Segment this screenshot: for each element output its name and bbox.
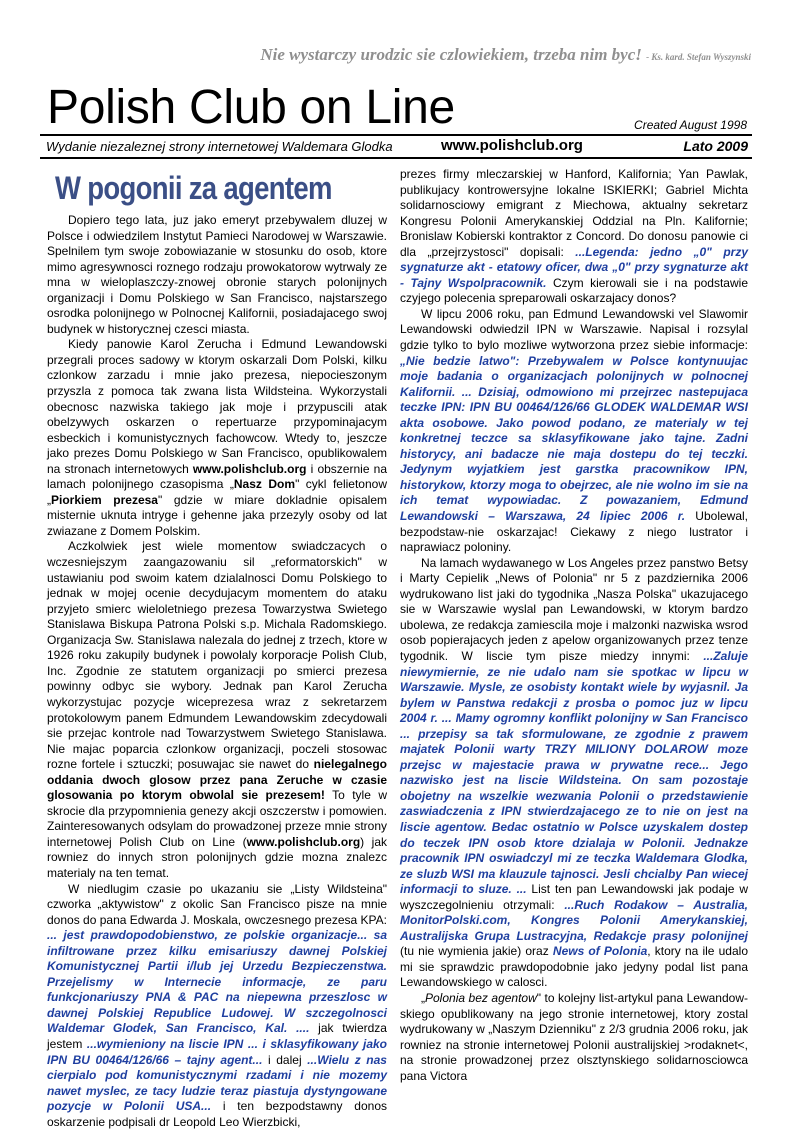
motto (40, 45, 751, 65)
quote: ...Wielu z nas cierpialo pod komunistycznymi rzadami i nie mozemy nawet myslec, ze tacy ludzie teraz piastuja dystyngowane pozycje w Polonii USA... (47, 1052, 387, 1114)
top-divider (40, 134, 752, 136)
edition-line (46, 137, 748, 157)
created-date: Created August 1998 (634, 118, 747, 132)
newsletter-title: Polish Club on Line (47, 81, 455, 134)
quote: ...Ruch Rodakow – Australia, MonitorPolski.com, Kongres Polonii Amerykanskiej, Australijska Grupa Lustracyjna, Redakcje prasy polonijnej (400, 897, 748, 943)
quote: ...Legenda: jedno „0" przy sygnaturze akt - etatowy oficer, dwa „0" przy sygnaturze akt - Tajny Wspolpracownik. (400, 244, 748, 290)
quote: ...wymieniony na liscie IPN ... i sklasyfikowany jako IPN BU 00464/126/66 – tajny agent... (47, 1036, 387, 1067)
paragraph: „Polonia bez agentow" to kolejny list-artykul pana Lewandow-skiego opublikowany na jego stronie internetowej, ktory zostal wydrukowany w „Naszym Dzienniku" z 2/3 grudnia 2006 roku, jak rowniez na stronie internetowej Polonii australijskiej >rodaknet<, na stronie prowadzonej przez olsztynskiego solidarnosciowca pana Victora (400, 990, 748, 1083)
paragraph: Kiedy panowie Karol Zerucha i Edmund Lewandowski przegrali proces sadowy w ktorym oskarzali Dom Polski, kilku czlonkow zarzadu i mnie jako prezesa, niepocieszonym przyszla z pomoca tak zwana lista Wildsteina. Wykorzystali obecnosc nazwiska takiego jak moje i przypuscili atak obelzywych oskarzen o repertuarze przypominajacym esbeckich i komunistycznych fachowcow. Wtedy to, jeszcze jako prezes Domu Polskiego w San Francisco, opublikowalem na stronach internetowych www.polishclub.org i obszernie na lamach polonijnego czasopisma „Nasz Dom" cykl felietonow „Piorkiem prezesa" gdzie w miare dokladnie opisalem misternie uknuta intryge i gehenne jaka przezyly osoby od lat zwiazane z Domem Polskim. (47, 337, 387, 538)
paragraph: Aczkolwiek jest wiele momentow swiadczacych o wczesniejszym zaangazowaniu sil „reformatorskich" w ustawianiu pod swoim katem dzialalnosci Domu Polskiego to jednak w mojej ocenie decydujacym momentem do ataku przyjeto smierc wieloletniego prezesa Towarzystwa Swietego Stanislawa Biskupa Patrona Polski s.p. Michala Radomskiego. Organizacja Sw. Stanislawa nalezala do jednej z trzech, ktore w 1926 roku zakupily budynek i powolaly korporacje Polish Club, Inc. Zgodnie ze statutem organizacji po smierci prezesa powinny odbyc sie wybory. Jednak pan Karol Zerucha wykorzystujac pozycje wiceprezesa wraz z sekretarzem protokolowym panem Edmundem Lewandowskim zdecydowali sie przejac kontrole nad Towarzystwem Swietego Stanislawa. Nie majac poparcia czlonkow organizacji, poczeli stosowac rozne fortele i sztuczki; posuwajac sie nawet do nielegalnego oddania dwoch glosow przez pana Zeruche w czasie glosowania po ktorym obwolal sie prezesem! To tyle w skrocie dla przypomnienia genezy akcji oszczerstw i pomowien. Zainteresowanych odsylam do prowadzonej przeze mnie strony internetowej Polish Club on Line (www.polishclub.org) jak rowniez do innych stron polonijnych gdzie mozna znalezc materialy na ten temat. (47, 539, 387, 880)
website-link[interactable]: www.polishclub.org (441, 137, 583, 154)
left-column (47, 167, 387, 1130)
quote: „Nie bedzie latwo": Przebywalem w Polsce kontynuujac moje badania o organizacjach polonijnych w polnocnej Kalifornii. ... Dzisiaj, odmowiono mi przejrzec nastepujaca teczke IPN: IPN BU 00464/126/66 GLODEK WALDEMAR WSI akta osobowe. Jako powod podano, ze materialy w tej konkretnej teczce sa sklasyfikowane jako tajne. Zadni historycy, ani badacze nie maja dostepu do tej teczki. Jedynym wyjatkiem jest garstka pracownikow IPN, historykow, ktorzy moga to obejrzec, ale nie wolno im sie na ich temat wypowiadac. Z powazaniem, Edmund Lewandowski – Warszawa, 24 lipiec 2006 r. (400, 353, 748, 524)
right-column (400, 167, 748, 1084)
website-link[interactable]: www.polishclub.org (192, 461, 307, 476)
edition-text: Wydanie niezaleznej strony internetowej Waldemara Glodka (46, 139, 393, 154)
season-label: Lato 2009 (683, 138, 748, 154)
paragraph: Dopiero tego lata, juz jako emeryt przebywalem dluzej w Polsce i odwiedzilem Instytut Pamieci Narodowej w Warszawie. Spelnilem tym swoje zobowiazanie w stosunku do osob, ktore mimo agresywnosci roznego rodzaju prowokatorow wytrwaly ze mna w wieloplaszczy-znowej obronie starych polonijnych organizacji i Domu Polskiego w San Francisco, najstarszego osrodka polonijnego w Polnocnej Kalifornii, posiadajacego swoj budynek w historycznej czesci miasta. (47, 213, 387, 336)
masthead (47, 80, 747, 140)
paragraph: Na lamach wydawanego w Los Angeles przez panstwo Betsy i Marty Cepielik „News of Polonia" nr 5 z pazdziernika 2006 wydrukowano list jaki do tygodnika „Nasza Polska" ukazujacego sie w Warszawie wyslal pan Lewandowski, w ktorym bardzo ubolewa, ze redakcja zamiescila moje i malzonki nazwiska wsrod osob popierajacych jeden z apelow organizowanych przez tenze tygodnik. W liscie tym pisze miedzy innymi: ...Zaluje niewymiernie, ze nie udalo nam sie spotkac w lipcu w Warszawie. Mysle, ze osobisty kontakt wiele by wyjasnil. Ja bylem w Panstwa redakcji z prosba o pomoc juz w lipcu 2004 r. ... Mamy ogromny konflikt polonijny w San Francisco ... przepisy sa tak sformulowane, ze zgodnie z prawem majatek Polonii warty TRZY MILIONY DOLAROW moze przejsc w majestacie prawa w prywatne rece... Jego nazwisko jest na liscie Wildsteina. On sam pozostaje obojetny na wszelkie wezwania Polonii o przedstawienie zaswiadczenia z IPN stwierdzajacego ze to nie on jest na liscie agentow. Bedac ostatnio w Polsce uzyskalem dostep do teczek IPN osob ktore dzialaja w Polonii. Jednakze pracownik IPN oswiadczyl mi ze teczka Waldemara Glodka, ze sluzb WSI ma klauzule tajnosci. Jesli chcialby Pan wiecej informacji to sluze. ... List ten pan Lewandowski jak podaje w wyszczegolnieniu otrzymali: ...Ruch Rodakow – Australia, MonitorPolski.com, Kongres Polonii Amerykanskiej, Australijska Grupa Lustracyjna, Redakcje prasy polonijnej (tu nie wymienia jakie) oraz News of Polonia, ktory na ile udalo mi sie sprawdzic prawdopodobnie jako jedyny podal list pana Lewandowskiego w calosci. (400, 555, 748, 990)
motto-text: Nie wystarczy urodzic sie czlowiekiem, trzeba nim byc! (260, 45, 642, 64)
website-link[interactable]: www.polishclub.org (246, 834, 361, 849)
article-title: W pogonii za agentem (55, 170, 332, 206)
bottom-divider (40, 157, 752, 159)
paragraph: W lipcu 2006 roku, pan Edmund Lewandowski vel Slawomir Lewandowski odwiedzil IPN w Warszawie. Napisal i rozsylal gdzie tylko to bylo mozliwe wytworzona przez siebie informacje: „Nie bedzie latwo": Przebywalem w Polsce kontynuujac moje badania o organizacjach polonijnych w polnocnej Kalifornii. ... Dzisiaj, odmowiono mi przejrzec nastepujaca teczke IPN: IPN BU 00464/126/66 GLODEK WALDEMAR WSI akta osobowe. Jako powod podano, ze materialy w tej konkretnej teczce sa sklasyfikowane jako tajne. Zadni historycy, ani badacze nie maja dostepu do tej teczki. Jedynym wyjatkiem jest garstka pracownikow IPN, historykow, ktorzy moga to obejrzec, ale nie wolno im sie na ich temat wypowiadac. Z powazaniem, Edmund Lewandowski – Warszawa, 24 lipiec 2006 r. Ubolewal, bezpodstaw-nie oskarzajac! Ciekawy z niego lustrator i naprawiacz poloniny. (400, 306, 749, 555)
paragraph: W niedlugim czasie po ukazaniu sie „Listy Wildsteina" czworka „aktywistow" z okolic San Francisco pisze na mnie donos do pana Edwarda J. Moskala, owczesnego prezesa KPA: ... jest prawdopodobienstwo, ze polskie organizacje... sa infiltrowane przez kilku emisariuszy dawnej Polskiej Komunistycznej Partii i/lub jej Urzedu Bezpieczenstwa. Przejelismy w Internecie informacje, ze paru funkcjonariuszy PNA & PAC na niepewna przeszlosc w dawnej Polskiej Republice Ludowej. W szczegolnosci Waldemar Glodek, San Francisco, Kal. .... jak twierdza jestem ...wymieniony na liscie IPN ... i sklasyfikowany jako IPN BU 00464/126/66 – tajny agent... i dalej ...Wielu z nas cierpialo pod komunistycznymi rzadami i nie mozemy nawet myslec, ze tacy ludzie teraz piastuja dystyngowane pozycje w Polonii USA... i ten bezpodstawny donos oskarzenie podpisali dr Leopold Leo Wierzbicki, (47, 881, 387, 1129)
quote: ... jest prawdopodobienstwo, ze polskie organizacje... sa infiltrowane przez kilku emisariuszy dawnej Polskiej Komunistycznej Partii i/lub jej Urzedu Bezpieczenstwa. Przejelismy w Internecie informacje, ze paru funkcjonariuszy PNA & PAC na niepewna przeszlosc w dawnej Polskiej Republice Ludowej. W szczegolnosci Waldemar Glodek, San Francisco, Kal. .... (47, 928, 387, 1036)
quote: ...Zaluje niewymiernie, ze nie udalo nam sie spotkac w lipcu w Warszawie. Mysle, ze osobisty kontakt wiele by wyjasnil. Ja bylem w Panstwa redakcji z prosba o pomoc juz w lipcu 2004 r. ... Mamy ogromny konflikt polonijny w San Francisco ... przepisy sa tak sformulowane, ze zgodnie z prawem majatek Polonii warty TRZY MILIONY DOLAROW moze przejsc w majestacie prawa w prywatne rece... Jego nazwisko jest na liscie Wildsteina. On sam pozostaje obojetny na wszelkie wezwania Polonii o przedstawienie zaswiadczenia z IPN stwierdzajacego ze to nie on jest na liscie agentow. Bedac ostatnio w Polsce uzyskalem dostep do teczek IPN osob ktore dzialaja w Polonii. Jednakze pracownik IPN oswiadczyl mi ze teczka Waldemara Glodka, ze sluzb WSI ma klauzule tajnosci. Jesli chcialby Pan wiecej informacji to sluze. ... (400, 648, 748, 897)
paragraph: prezes firmy mleczarskiej w Hanford, Kalifornia; Yan Pawlak, publikujacy kontrowersyjne lokalne ISKIERKI; Gabriel Michta solidarnosciowy emigrant z Miechowa, aktualny sekretarz Kongresu Polonii Amerykanskiej Oddzial na Pln. Kalifornie; Bronislaw Kobierski kontraktor z Concord. Do donosu panowie ci dla „przejrzystosci" dopisali: ...Legenda: jedno „0" przy sygnaturze akt - etatowy oficer, dwa „0" przy sygnaturze akt - Tajny Wspolpracownik. Czym kierowali sie i na podstawie czyjego polecenia spreparowali oskarzajacy donos? (400, 167, 748, 306)
quote: News of Polonia (552, 944, 648, 959)
motto-source: - Ks. kard. Stefan Wyszynski (646, 52, 751, 62)
